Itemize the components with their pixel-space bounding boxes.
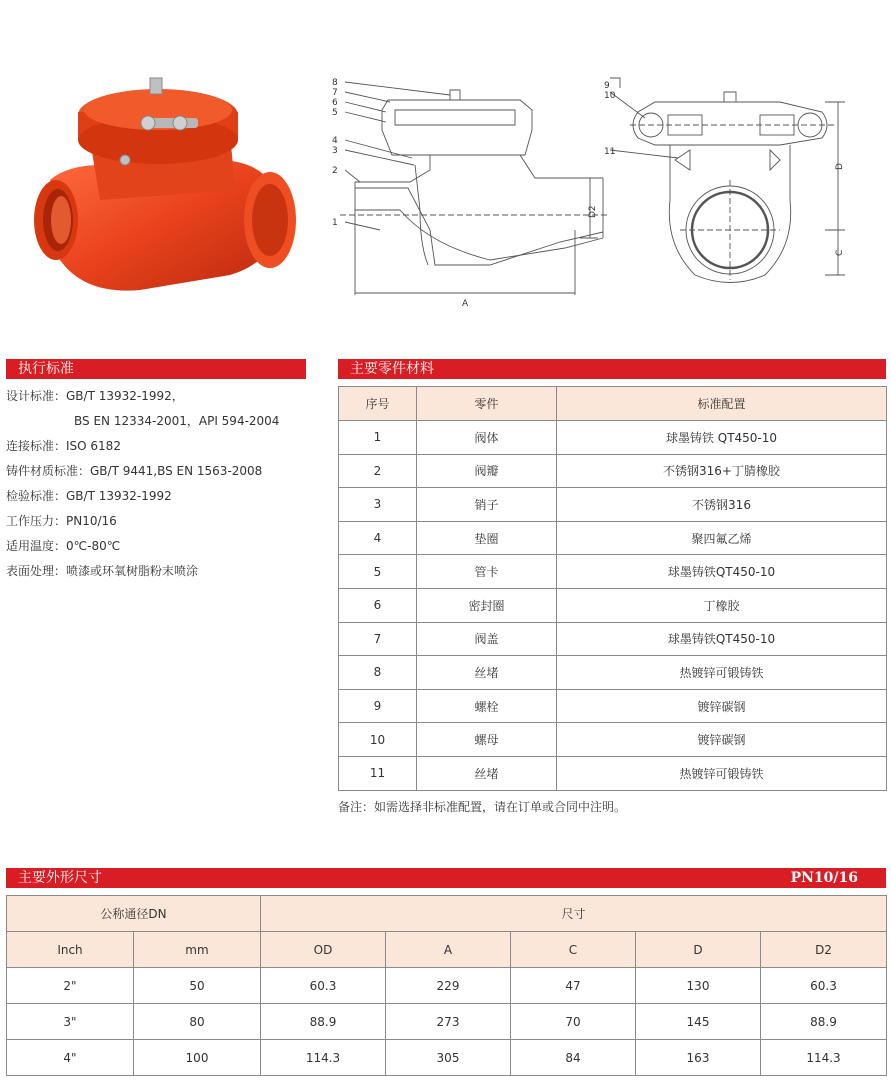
column-header: D: [636, 932, 761, 968]
dim-label-a: A: [462, 299, 469, 309]
table-cell: 2": [7, 968, 134, 1004]
table-cell: 5: [339, 555, 417, 589]
table-cell: 6: [339, 588, 417, 622]
callout-11: 11: [604, 147, 616, 157]
table-cell: 丝堵: [417, 656, 557, 690]
callout-6: 6: [332, 98, 338, 108]
table-row: [339, 622, 887, 656]
table-row: [339, 756, 887, 790]
table-cell: 球墨铸铁 QT450-10: [557, 421, 887, 455]
table-cell: 47: [511, 968, 636, 1004]
group-header-nominal: 公称通径DN: [7, 896, 261, 932]
table-cell: 100: [134, 1040, 261, 1076]
table-cell: 273: [386, 1004, 511, 1040]
column-header: C: [511, 932, 636, 968]
standard-line: 检验标准：GB/T 13932-1992: [6, 489, 172, 503]
table-row: [7, 1040, 887, 1076]
table-row: [339, 521, 887, 555]
table-cell: 3: [339, 488, 417, 522]
table-cell: 1: [339, 421, 417, 455]
table-cell: 229: [386, 968, 511, 1004]
table-row: [7, 1004, 887, 1040]
standard-line: 连接标准：ISO 6182: [6, 439, 121, 453]
standards-title-bar: [6, 359, 306, 379]
table-row: [339, 656, 887, 690]
table-cell: 热镀锌可锻铸铁: [557, 656, 887, 690]
standard-line: 表面处理：喷漆或环氧树脂粉末喷涂: [6, 564, 199, 578]
dimensions-table: [6, 895, 887, 1076]
table-row: [339, 588, 887, 622]
table-cell: 11: [339, 756, 417, 790]
table-cell: 88.9: [761, 1004, 887, 1040]
column-header: A: [386, 932, 511, 968]
table-cell: 4": [7, 1040, 134, 1076]
side-section-drawing: [320, 70, 610, 310]
pressure-rating: PN10/16: [790, 870, 858, 886]
parts-title: 主要零件材料: [350, 361, 434, 377]
table-cell: 114.3: [761, 1040, 887, 1076]
table-row: [339, 421, 887, 455]
column-header: D2: [761, 932, 887, 968]
callout-7: 7: [332, 88, 338, 98]
dimensions-title-bar: [6, 868, 886, 888]
column-header: 序号: [339, 387, 417, 421]
table-cell: 4: [339, 521, 417, 555]
table-row: [339, 454, 887, 488]
table-cell: 不锈钢316: [557, 488, 887, 522]
table-row: [339, 723, 887, 757]
callout-10: 10: [604, 91, 616, 101]
table-cell: 垫圈: [417, 521, 557, 555]
table-cell: 9: [339, 689, 417, 723]
callout-9: 9: [604, 81, 610, 91]
parts-title-bar: [338, 359, 886, 379]
column-header: Inch: [7, 932, 134, 968]
callout-4: 4: [332, 136, 338, 146]
standard-line: 适用温度：0℃-80℃: [6, 539, 121, 553]
parts-header-row: [339, 387, 887, 421]
standards-list: [6, 384, 316, 584]
valve-photo: [30, 70, 300, 300]
table-cell: 丝堵: [417, 756, 557, 790]
column-header: mm: [134, 932, 261, 968]
table-cell: 球墨铸铁QT450-10: [557, 555, 887, 589]
table-cell: 聚四氟乙烯: [557, 521, 887, 555]
standard-line: 设计标准：GB/T 13932-1992，: [6, 389, 184, 403]
table-row: [339, 689, 887, 723]
table-cell: 145: [636, 1004, 761, 1040]
standard-line: 铸件材质标准：GB/T 9441,BS EN 1563-2008: [6, 464, 263, 478]
table-cell: 10: [339, 723, 417, 757]
table-cell: 60.3: [261, 968, 386, 1004]
standard-line: 工作压力：PN10/16: [6, 514, 117, 528]
column-header: 标准配置: [557, 387, 887, 421]
standard-line: BS EN 12334-2001，API 594-2004: [74, 414, 280, 428]
dim-label-d2: D2: [588, 205, 598, 218]
front-view-drawing: [600, 70, 891, 310]
column-header: 零件: [417, 387, 557, 421]
table-cell: 阀体: [417, 421, 557, 455]
table-cell: 88.9: [261, 1004, 386, 1040]
callout-3: 3: [332, 146, 338, 156]
table-cell: 阀瓣: [417, 454, 557, 488]
dim-label-c: C: [835, 249, 845, 256]
callout-1: 1: [332, 218, 338, 228]
table-cell: 80: [134, 1004, 261, 1040]
dim-label-d: D: [835, 163, 845, 170]
table-cell: 热镀锌可锻铸铁: [557, 756, 887, 790]
table-cell: 不锈钢316+丁腈橡胶: [557, 454, 887, 488]
table-cell: 60.3: [761, 968, 887, 1004]
table-cell: 130: [636, 968, 761, 1004]
table-cell: 螺栓: [417, 689, 557, 723]
table-cell: 8: [339, 656, 417, 690]
table-cell: 密封圈: [417, 588, 557, 622]
table-cell: 305: [386, 1040, 511, 1076]
table-cell: 丁橡胶: [557, 588, 887, 622]
table-cell: 阀盖: [417, 622, 557, 656]
column-header: OD: [261, 932, 386, 968]
parts-table: [338, 386, 887, 791]
dimensions-group-header-row: [7, 896, 887, 932]
table-cell: 3": [7, 1004, 134, 1040]
table-cell: 7: [339, 622, 417, 656]
standards-title: 执行标准: [18, 361, 74, 377]
table-cell: 2: [339, 454, 417, 488]
table-cell: 螺母: [417, 723, 557, 757]
callout-2: 2: [332, 166, 338, 176]
parts-note: 备注：如需选择非标准配置，请在订单或合同中注明。: [338, 800, 627, 814]
callout-8: 8: [332, 78, 338, 88]
table-cell: 镀锌碳钢: [557, 723, 887, 757]
table-row: [7, 968, 887, 1004]
table-cell: 70: [511, 1004, 636, 1040]
table-row: [339, 488, 887, 522]
table-cell: 销子: [417, 488, 557, 522]
table-cell: 管卡: [417, 555, 557, 589]
dimensions-header-row: [7, 932, 887, 968]
table-cell: 镀锌碳钢: [557, 689, 887, 723]
callout-5: 5: [332, 108, 338, 118]
table-cell: 50: [134, 968, 261, 1004]
table-cell: 球墨铸铁QT450-10: [557, 622, 887, 656]
group-header-size: 尺寸: [261, 896, 887, 932]
table-cell: 163: [636, 1040, 761, 1076]
table-row: [339, 555, 887, 589]
table-cell: 84: [511, 1040, 636, 1076]
dimensions-title: 主要外形尺寸: [18, 870, 102, 886]
table-cell: 114.3: [261, 1040, 386, 1076]
